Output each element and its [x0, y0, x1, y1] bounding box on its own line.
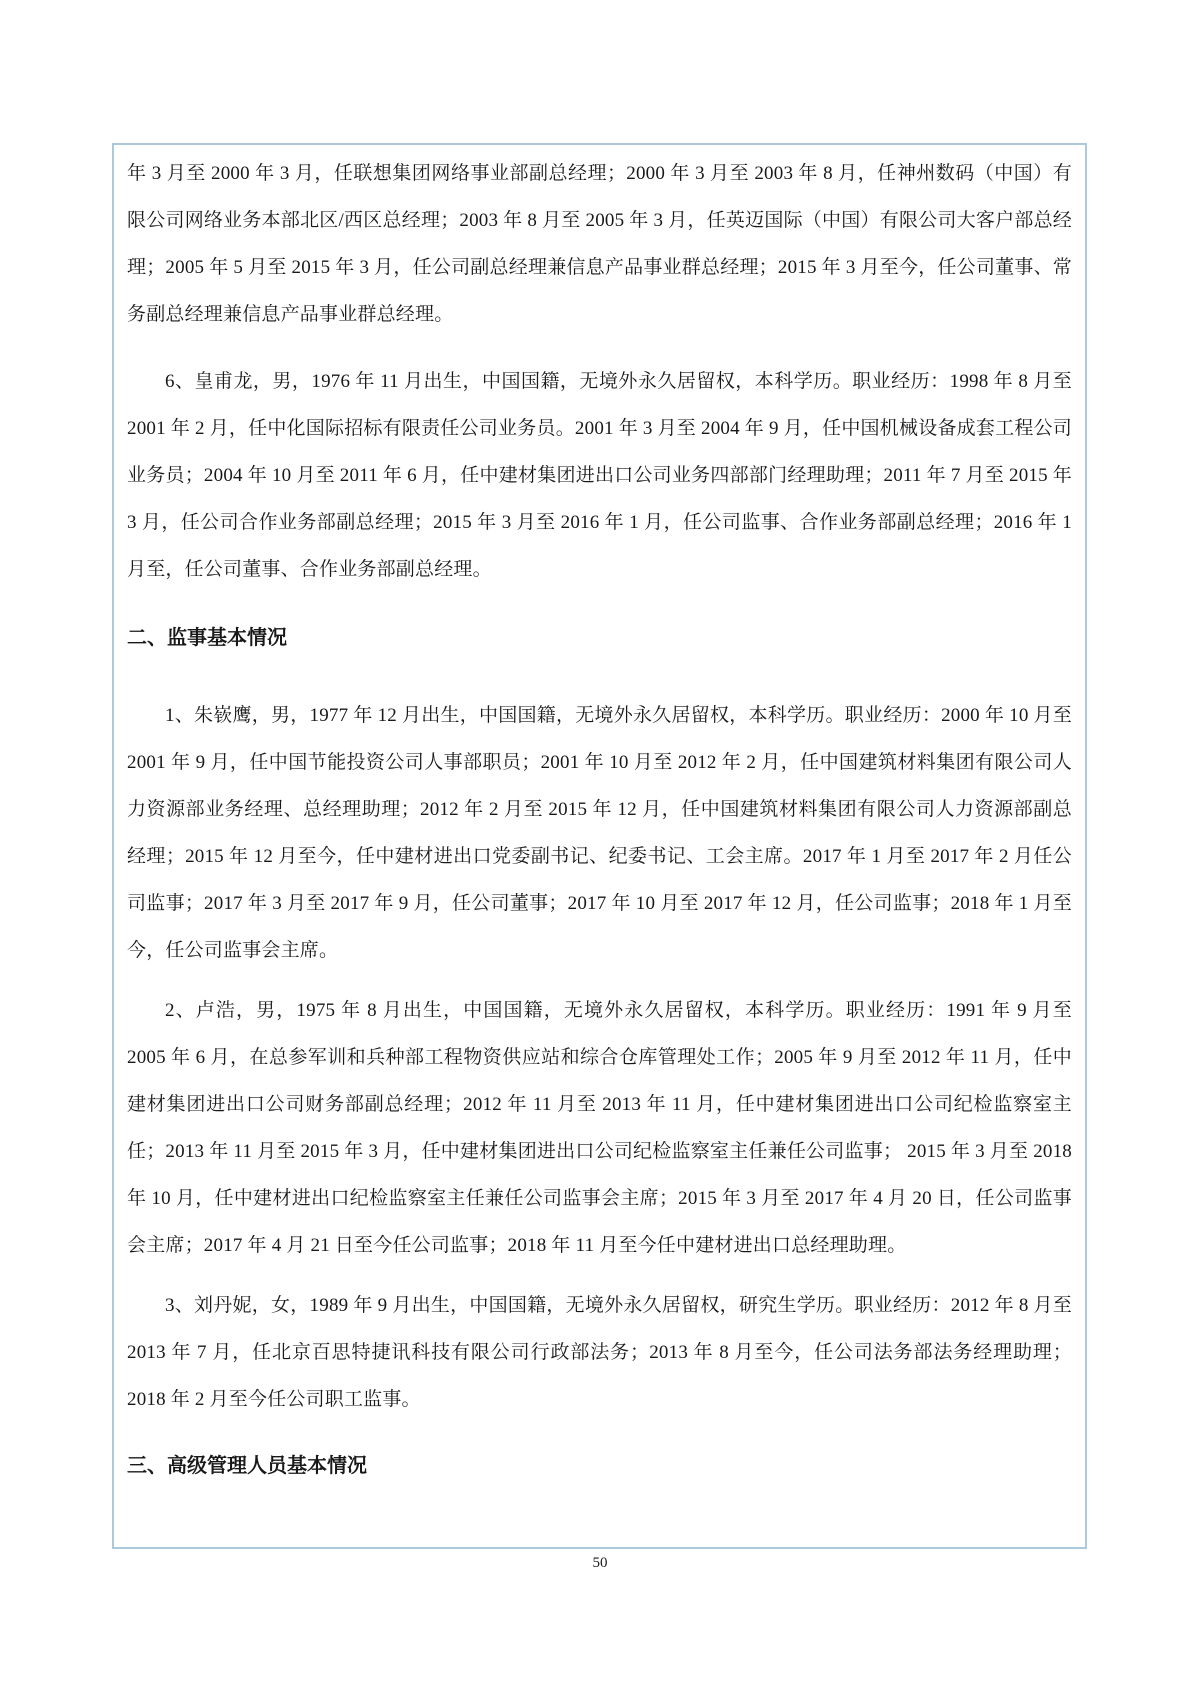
paragraph-supervisor-1-zhuqinying: 1、朱嵚鹰，男，1977 年 12 月出生，中国国籍，无境外永久居留权，本科学历。职业经历：2000 年 10 月至 2001 年 9 月，任中国节能投资公司人事部职员；2001 年 10 月至 2012 年 2 月，任中国建筑材料集团有限公司人力资源部业务经理、总经理助理；2012 年 2 月至 2015 年 12 月，任中国建筑材料集团有限公司人力资源部副总经理；2015 年 12 月至今，任中建材进出口党委副书记、纪委书记、工会主席。2017 年 1 月至 2017 年 2 月任公司监事；2017 年 3 月至 2017 年 9 月，任公司董事；2017 年 10 月至 2017 年 12 月，任公司监事；2018 年 1 月至今，任公司监事会主席。 [127, 705, 1072, 961]
section-heading-senior-management: 三、高级管理人员基本情况 [127, 1455, 367, 1477]
paragraph-director-6-huangfulong: 6、皇甫龙，男，1976 年 11 月出生，中国国籍，无境外永久居留权，本科学历。职业经历：1998 年 8 月至 2001 年 2 月，任中化国际招标有限责任公司业务员。2001 年 3 月至 2004 年 9 月，任中国机械设备成套工程公司业务员；2004 年 10 月至 2011 年 6 月，任中建材集团进出口公司业务四部部门经理助理；2011 年 7 月至 2015 年 3 月，任公司合作业务部副总经理；2015 年 3 月至 2016 年 1 月，任公司监事、合作业务部副总经理；2016 年 1 月至，任公司董事、合作业务部副总经理。 [127, 371, 1072, 580]
page-number: 50 [592, 1555, 608, 1571]
paragraph-supervisor-3-liudanni: 3、刘丹妮，女，1989 年 9 月出生，中国国籍，无境外永久居留权，研究生学历。职业经历：2012 年 8 月至 2013 年 7 月，任北京百思特捷讯科技有限公司行政部法务；2013 年 8 月至今，任公司法务部法务经理助理；2018 年 2 月至今任公司职工监事。 [127, 1295, 1072, 1410]
paragraph-supervisor-2-luhao: 2、卢浩，男，1975 年 8 月出生，中国国籍，无境外永久居留权，本科学历。职业经历：1991 年 9 月至 2005 年 6 月，在总参军训和兵种部工程物资供应站和综合仓库管理处工作；2005 年 9 月至 2012 年 11 月，任中建材集团进出口公司财务部副总经理；2012 年 11 月至 2013 年 11 月，任中建材集团进出口公司纪检监察室主任；2013 年 11 月至 2015 年 3 月，任中建材集团进出口公司纪检监察室主任兼任公司监事； 2015 年 3 月至 2018 年 10 月，任中建材进出口纪检监察室主任兼任公司监事会主席；2015 年 3 月至 2017 年 4 月 20 日，任公司监事会主席；2017 年 4 月 21 日至今任公司监事；2018 年 11 月至今任中建材进出口总经理助理。 [127, 1000, 1072, 1256]
paragraph-director-continuation: 年 3 月至 2000 年 3 月，任联想集团网络事业部副总经理；2000 年 3 月至 2003 年 8 月，任神州数码（中国）有限公司网络业务本部北区/西区总经理；2003 年 8 月至 2005 年 3 月，任英迈国际（中国）有限公司大客户部总经理；2005 年 5 月至 2015 年 3 月，任公司副总经理兼信息产品事业群总经理；2015 年 3 月至今，任公司董事、常务副总经理兼信息产品事业群总经理。 [127, 163, 1072, 325]
document-text-frame [112, 143, 1087, 1549]
section-heading-supervisors: 二、监事基本情况 [127, 627, 287, 649]
